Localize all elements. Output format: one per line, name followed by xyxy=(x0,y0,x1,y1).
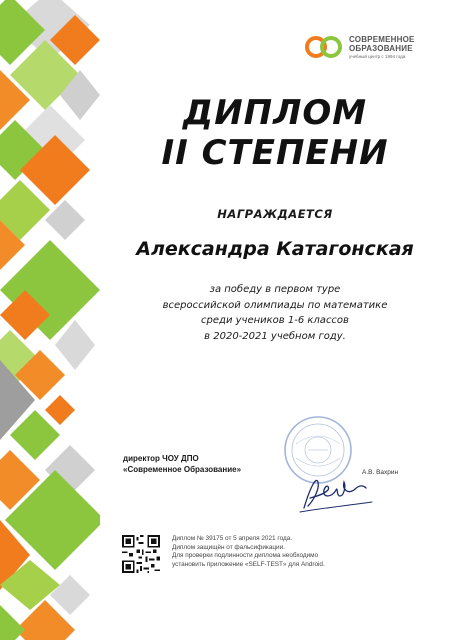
verification-footer xyxy=(172,535,325,569)
logo-text xyxy=(349,35,415,60)
recipient-name: Александра Катагонская xyxy=(136,238,414,260)
award-reason xyxy=(100,282,450,344)
logo xyxy=(304,33,424,63)
logo-tagline: учебный центр с 1994 года xyxy=(349,54,406,59)
awarded-heading: НАГРАЖДАЕТСЯ xyxy=(217,207,333,221)
footer-line: Диплом № 39175 от 5 апреля 2021 года. xyxy=(172,535,293,542)
footer-line: Диплом защищён от фальсификации. xyxy=(172,543,285,551)
award-reason-line: в 2020-2021 учебном году. xyxy=(204,330,346,342)
footer-line: установить приложение «SELF-TEST» для Android. xyxy=(172,560,325,568)
award-reason-line: среди учеников 1-6 классов xyxy=(201,315,349,326)
award-reason-line: всероссийской олимпиады по математике xyxy=(162,299,388,311)
award-reason-line: за победу в первом туре xyxy=(209,284,341,295)
logo-rings-icon xyxy=(304,35,344,59)
diploma-title: ДИПЛОМ xyxy=(182,93,368,133)
signer-name: А.В. Вахрин xyxy=(362,469,399,476)
director-organization: «Современное Образование» xyxy=(123,465,242,474)
footer-line: Для проверки подлинности диплома необходимо xyxy=(172,552,319,560)
director-position: директор ЧОУ ДПО xyxy=(123,454,199,463)
qr-code-icon xyxy=(122,535,160,573)
decorative-diamond-border xyxy=(0,0,100,640)
diploma-degree: II СТЕПЕНИ xyxy=(161,133,389,173)
logo-line-1: СОВРЕМЕННОЕ xyxy=(349,35,415,44)
director-title xyxy=(123,453,241,475)
logo-line-2: ОБРАЗОВАНИЕ xyxy=(349,44,413,53)
